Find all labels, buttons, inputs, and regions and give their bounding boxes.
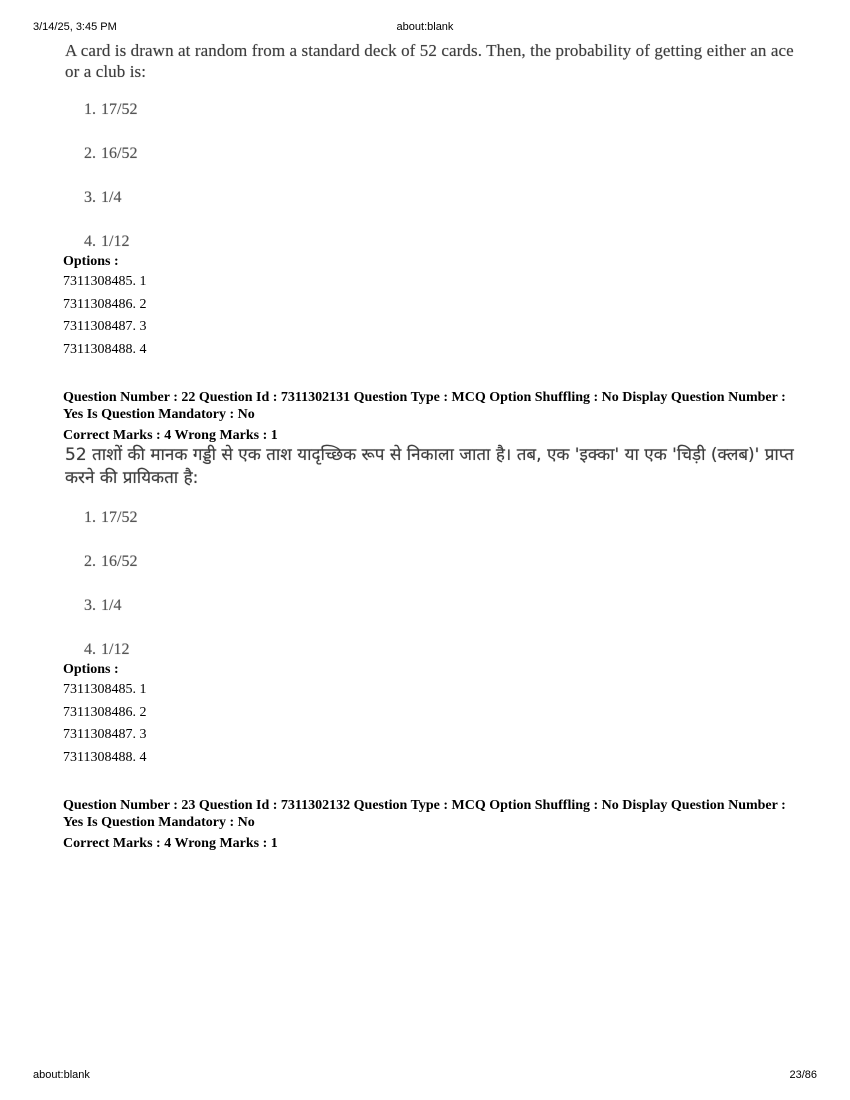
option-text: 16/52 xyxy=(101,553,138,570)
option-id-line: 7311308486. 2 xyxy=(63,296,147,312)
options-label: Options : xyxy=(63,662,119,677)
option-number: 4. xyxy=(84,233,96,250)
print-header xyxy=(33,21,817,35)
option-id-line: 7311308488. 4 xyxy=(63,341,147,357)
option-id-line: 7311308486. 2 xyxy=(63,704,147,720)
print-title: about:blank xyxy=(396,21,454,33)
question-option xyxy=(84,508,803,528)
option-text: 1/4 xyxy=(101,597,122,614)
options-label: Options : xyxy=(63,254,119,269)
option-number: 2. xyxy=(84,553,96,570)
question-marks: Correct Marks : 4 Wrong Marks : 1 xyxy=(63,836,278,851)
option-text: 16/52 xyxy=(101,145,138,162)
option-number: 3. xyxy=(84,597,96,614)
option-id-line: 7311308487. 3 xyxy=(63,319,147,334)
question-21 xyxy=(63,40,803,361)
option-id-line: 7311308487. 3 xyxy=(63,727,147,742)
print-datetime: 3/14/25, 3:45 PM xyxy=(33,21,117,33)
question-option xyxy=(84,100,803,120)
question-text: A card is drawn at random from a standard deck of 52 cards. Then, the probability of getting either an ace or a club is: xyxy=(65,41,794,81)
question-option xyxy=(84,552,803,572)
question-option xyxy=(84,232,803,252)
question-23 xyxy=(63,797,803,852)
option-number: 3. xyxy=(84,189,96,206)
question-text: 52 ताशों की मानक गड्डी से एक ताश यादृच्छिक रूप से निकाला जाता है। तब, एक 'इक्का' या एक 'चिड़ी (क्लब)' प्राप्त करने की प्रायिकता है: xyxy=(65,445,794,488)
question-option xyxy=(84,640,803,660)
option-text: 1/12 xyxy=(101,641,130,658)
page-number: 23/86 xyxy=(789,1069,817,1081)
question-option xyxy=(84,596,803,616)
question-meta: Question Number : 23 Question Id : 7311302132 Question Type : MCQ Option Shuffling : No Display Question Number : Yes Is Question Mandatory : No xyxy=(63,798,786,830)
option-text: 17/52 xyxy=(101,101,138,118)
option-number: 2. xyxy=(84,145,96,162)
question-marks: Correct Marks : 4 Wrong Marks : 1 xyxy=(63,428,278,443)
option-text: 1/12 xyxy=(101,233,130,250)
option-id-line: 7311308485. 1 xyxy=(63,274,147,289)
question-22 xyxy=(63,389,803,769)
option-number: 1. xyxy=(84,509,96,526)
question-option xyxy=(84,188,803,208)
print-footer xyxy=(33,1069,817,1083)
option-id-line: 7311308488. 4 xyxy=(63,749,147,765)
question-option-list xyxy=(63,508,803,660)
option-text: 1/4 xyxy=(101,189,122,206)
option-number: 1. xyxy=(84,101,96,118)
document-body xyxy=(63,36,803,852)
option-text: 17/52 xyxy=(101,509,138,526)
footer-url: about:blank xyxy=(33,1069,90,1081)
option-id-line: 7311308485. 1 xyxy=(63,682,147,697)
option-number: 4. xyxy=(84,641,96,658)
question-option-list xyxy=(63,100,803,252)
question-meta: Question Number : 22 Question Id : 7311302131 Question Type : MCQ Option Shuffling : No Display Question Number : Yes Is Question Mandatory : No xyxy=(63,390,786,422)
question-option xyxy=(84,144,803,164)
